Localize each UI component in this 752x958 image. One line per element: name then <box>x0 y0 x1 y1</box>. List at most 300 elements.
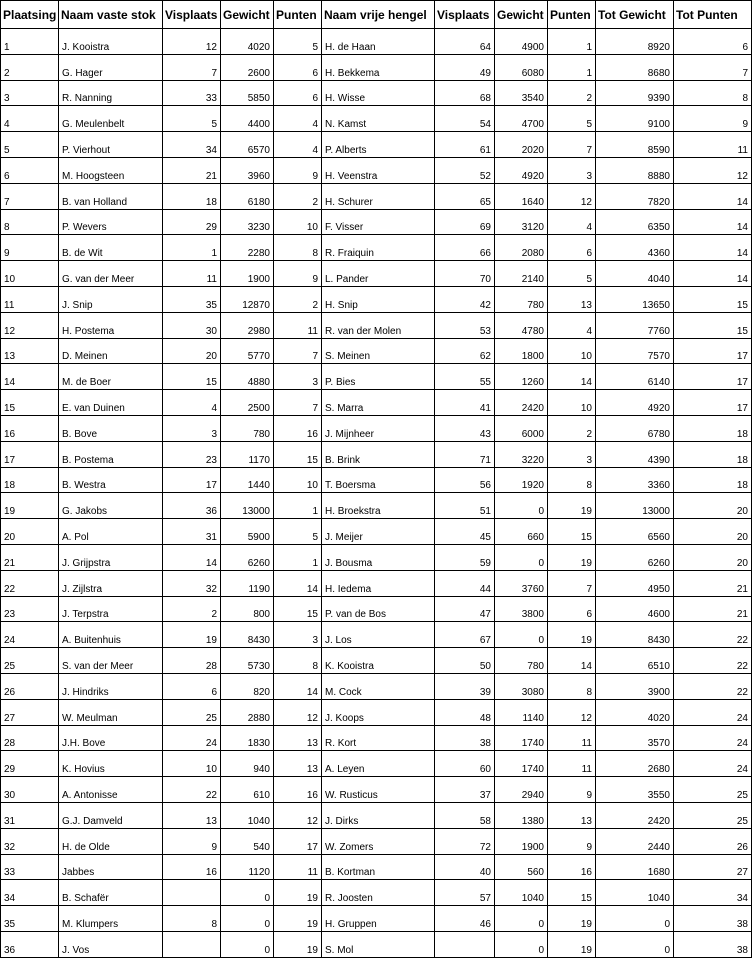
cell-tot-punten: 17 <box>674 390 752 416</box>
cell-plaatsing: 20 <box>1 519 59 545</box>
cell-punten-vrije: 15 <box>548 519 596 545</box>
cell-naam-vrije-hengel: P. van de Bos <box>322 596 435 622</box>
cell-gewicht-vaste: 1190 <box>221 570 274 596</box>
cell-visplaats-vrije: 66 <box>435 235 495 261</box>
cell-tot-punten: 8 <box>674 80 752 106</box>
table-row <box>1 390 752 416</box>
cell-plaatsing: 8 <box>1 209 59 235</box>
cell-punten-vrije: 7 <box>548 132 596 158</box>
cell-visplaats-vrije: 49 <box>435 54 495 80</box>
cell-punten-vaste: 17 <box>274 828 322 854</box>
cell-tot-punten: 25 <box>674 777 752 803</box>
cell-punten-vaste: 7 <box>274 390 322 416</box>
cell-tot-gewicht: 8430 <box>596 622 674 648</box>
cell-naam-vaste-stok: J. Zijlstra <box>59 570 163 596</box>
cell-tot-punten: 22 <box>674 622 752 648</box>
cell-gewicht-vaste: 1830 <box>221 725 274 751</box>
cell-tot-gewicht: 8920 <box>596 29 674 55</box>
cell-punten-vrije: 1 <box>548 54 596 80</box>
cell-punten-vrije: 13 <box>548 286 596 312</box>
header-gewicht-vaste: Gewicht <box>221 1 274 29</box>
table-row <box>1 132 752 158</box>
cell-punten-vrije: 1 <box>548 29 596 55</box>
cell-punten-vaste: 13 <box>274 751 322 777</box>
cell-gewicht-vrije: 1040 <box>495 880 548 906</box>
cell-visplaats-vrije: 54 <box>435 106 495 132</box>
cell-gewicht-vaste: 800 <box>221 596 274 622</box>
cell-naam-vaste-stok: S. van der Meer <box>59 648 163 674</box>
cell-tot-gewicht: 3900 <box>596 673 674 699</box>
cell-naam-vrije-hengel: H. Bekkema <box>322 54 435 80</box>
cell-tot-punten: 38 <box>674 931 752 957</box>
cell-tot-gewicht: 1040 <box>596 880 674 906</box>
cell-punten-vaste: 19 <box>274 931 322 957</box>
cell-gewicht-vaste: 940 <box>221 751 274 777</box>
cell-gewicht-vaste: 1120 <box>221 854 274 880</box>
table-row <box>1 906 752 932</box>
cell-gewicht-vaste: 610 <box>221 777 274 803</box>
cell-visplaats-vrije: 56 <box>435 467 495 493</box>
cell-naam-vrije-hengel: H. Broekstra <box>322 493 435 519</box>
cell-visplaats-vrije: 52 <box>435 157 495 183</box>
cell-punten-vrije: 3 <box>548 441 596 467</box>
cell-gewicht-vaste: 5900 <box>221 519 274 545</box>
cell-visplaats-vaste: 25 <box>163 699 221 725</box>
cell-visplaats-vaste: 31 <box>163 519 221 545</box>
cell-gewicht-vrije: 1740 <box>495 725 548 751</box>
cell-visplaats-vrije: 45 <box>435 519 495 545</box>
cell-gewicht-vrije: 3120 <box>495 209 548 235</box>
cell-tot-punten: 15 <box>674 312 752 338</box>
cell-gewicht-vaste: 5770 <box>221 338 274 364</box>
cell-visplaats-vrije: 62 <box>435 338 495 364</box>
cell-tot-punten: 21 <box>674 596 752 622</box>
cell-visplaats-vaste: 11 <box>163 261 221 287</box>
cell-punten-vrije: 9 <box>548 777 596 803</box>
cell-punten-vrije: 4 <box>548 312 596 338</box>
cell-punten-vaste: 15 <box>274 441 322 467</box>
table-row <box>1 157 752 183</box>
cell-tot-punten: 14 <box>674 183 752 209</box>
table-row <box>1 802 752 828</box>
cell-visplaats-vrije: 55 <box>435 364 495 390</box>
cell-visplaats-vaste: 7 <box>163 54 221 80</box>
table-row <box>1 29 752 55</box>
cell-punten-vrije: 8 <box>548 467 596 493</box>
cell-gewicht-vaste: 5850 <box>221 80 274 106</box>
cell-visplaats-vaste: 14 <box>163 544 221 570</box>
cell-naam-vaste-stok: A. Pol <box>59 519 163 545</box>
cell-naam-vaste-stok: K. Hovius <box>59 751 163 777</box>
cell-gewicht-vrije: 3540 <box>495 80 548 106</box>
cell-gewicht-vaste: 8430 <box>221 622 274 648</box>
cell-visplaats-vrije: 59 <box>435 544 495 570</box>
cell-gewicht-vaste: 4020 <box>221 29 274 55</box>
cell-naam-vrije-hengel: H. Iedema <box>322 570 435 596</box>
cell-gewicht-vaste: 6570 <box>221 132 274 158</box>
cell-visplaats-vaste: 36 <box>163 493 221 519</box>
cell-naam-vaste-stok: P. Wevers <box>59 209 163 235</box>
cell-punten-vaste: 7 <box>274 338 322 364</box>
header-tot-gewicht: Tot Gewicht <box>596 1 674 29</box>
cell-naam-vaste-stok: R. Nanning <box>59 80 163 106</box>
cell-gewicht-vrije: 1740 <box>495 751 548 777</box>
cell-visplaats-vaste: 33 <box>163 80 221 106</box>
cell-punten-vrije: 5 <box>548 106 596 132</box>
cell-gewicht-vrije: 1800 <box>495 338 548 364</box>
table-row <box>1 364 752 390</box>
cell-tot-punten: 17 <box>674 364 752 390</box>
cell-gewicht-vrije: 3080 <box>495 673 548 699</box>
cell-tot-gewicht: 13000 <box>596 493 674 519</box>
cell-punten-vrije: 12 <box>548 699 596 725</box>
cell-gewicht-vrije: 1900 <box>495 828 548 854</box>
cell-tot-punten: 27 <box>674 854 752 880</box>
cell-plaatsing: 21 <box>1 544 59 570</box>
cell-naam-vrije-hengel: S. Meinen <box>322 338 435 364</box>
cell-punten-vaste: 16 <box>274 415 322 441</box>
cell-visplaats-vaste: 13 <box>163 802 221 828</box>
cell-naam-vaste-stok: E. van Duinen <box>59 390 163 416</box>
cell-visplaats-vrije: 37 <box>435 777 495 803</box>
cell-gewicht-vrije: 4700 <box>495 106 548 132</box>
cell-tot-punten: 22 <box>674 648 752 674</box>
cell-tot-gewicht: 2420 <box>596 802 674 828</box>
cell-visplaats-vrije: 50 <box>435 648 495 674</box>
cell-visplaats-vaste: 21 <box>163 157 221 183</box>
cell-tot-punten: 24 <box>674 699 752 725</box>
cell-visplaats-vaste: 15 <box>163 364 221 390</box>
cell-gewicht-vaste: 2500 <box>221 390 274 416</box>
cell-visplaats-vrije: 70 <box>435 261 495 287</box>
cell-tot-gewicht: 3360 <box>596 467 674 493</box>
table-row <box>1 751 752 777</box>
cell-plaatsing: 18 <box>1 467 59 493</box>
header-naam-vrije-hengel: Naam vrije hengel <box>322 1 435 29</box>
cell-punten-vaste: 11 <box>274 854 322 880</box>
cell-punten-vaste: 5 <box>274 29 322 55</box>
cell-tot-punten: 12 <box>674 157 752 183</box>
cell-tot-gewicht: 6560 <box>596 519 674 545</box>
cell-gewicht-vrije: 6080 <box>495 54 548 80</box>
cell-punten-vrije: 15 <box>548 880 596 906</box>
cell-naam-vrije-hengel: B. Brink <box>322 441 435 467</box>
cell-punten-vaste: 5 <box>274 519 322 545</box>
cell-punten-vrije: 8 <box>548 673 596 699</box>
cell-tot-punten: 6 <box>674 29 752 55</box>
cell-punten-vrije: 6 <box>548 596 596 622</box>
table-row <box>1 648 752 674</box>
cell-visplaats-vaste: 8 <box>163 906 221 932</box>
cell-naam-vaste-stok: J.H. Bove <box>59 725 163 751</box>
cell-punten-vrije: 3 <box>548 157 596 183</box>
cell-tot-gewicht: 13650 <box>596 286 674 312</box>
cell-punten-vrije: 19 <box>548 493 596 519</box>
cell-visplaats-vaste: 30 <box>163 312 221 338</box>
cell-punten-vaste: 12 <box>274 699 322 725</box>
cell-visplaats-vrije: 48 <box>435 699 495 725</box>
cell-tot-gewicht: 1680 <box>596 854 674 880</box>
cell-plaatsing: 3 <box>1 80 59 106</box>
cell-tot-punten: 11 <box>674 132 752 158</box>
cell-naam-vrije-hengel: F. Visser <box>322 209 435 235</box>
cell-naam-vaste-stok: B. van Holland <box>59 183 163 209</box>
cell-visplaats-vaste: 2 <box>163 596 221 622</box>
cell-gewicht-vrije: 4900 <box>495 29 548 55</box>
table-row <box>1 544 752 570</box>
cell-plaatsing: 32 <box>1 828 59 854</box>
cell-plaatsing: 23 <box>1 596 59 622</box>
cell-naam-vaste-stok: J. Kooistra <box>59 29 163 55</box>
cell-tot-gewicht: 0 <box>596 906 674 932</box>
table-row <box>1 519 752 545</box>
table-row <box>1 880 752 906</box>
cell-plaatsing: 30 <box>1 777 59 803</box>
cell-plaatsing: 11 <box>1 286 59 312</box>
cell-tot-punten: 18 <box>674 415 752 441</box>
cell-visplaats-vrije: 39 <box>435 673 495 699</box>
cell-plaatsing: 35 <box>1 906 59 932</box>
table-row <box>1 106 752 132</box>
cell-plaatsing: 10 <box>1 261 59 287</box>
cell-plaatsing: 7 <box>1 183 59 209</box>
cell-gewicht-vrije: 780 <box>495 648 548 674</box>
cell-plaatsing: 6 <box>1 157 59 183</box>
cell-visplaats-vaste: 24 <box>163 725 221 751</box>
cell-tot-punten: 34 <box>674 880 752 906</box>
cell-tot-punten: 26 <box>674 828 752 854</box>
cell-punten-vaste: 12 <box>274 802 322 828</box>
cell-naam-vrije-hengel: S. Mol <box>322 931 435 957</box>
cell-naam-vrije-hengel: M. Cock <box>322 673 435 699</box>
cell-visplaats-vaste: 22 <box>163 777 221 803</box>
cell-gewicht-vrije: 3760 <box>495 570 548 596</box>
cell-visplaats-vaste: 23 <box>163 441 221 467</box>
cell-plaatsing: 12 <box>1 312 59 338</box>
cell-gewicht-vrije: 6000 <box>495 415 548 441</box>
cell-punten-vaste: 8 <box>274 235 322 261</box>
cell-visplaats-vrije: 47 <box>435 596 495 622</box>
cell-naam-vaste-stok: J. Terpstra <box>59 596 163 622</box>
cell-punten-vrije: 19 <box>548 906 596 932</box>
cell-tot-punten: 14 <box>674 209 752 235</box>
cell-plaatsing: 14 <box>1 364 59 390</box>
cell-visplaats-vrije: 43 <box>435 415 495 441</box>
cell-naam-vrije-hengel: J. Koops <box>322 699 435 725</box>
table-row <box>1 493 752 519</box>
table-row <box>1 854 752 880</box>
cell-naam-vrije-hengel: R. van der Molen <box>322 312 435 338</box>
cell-plaatsing: 25 <box>1 648 59 674</box>
cell-plaatsing: 5 <box>1 132 59 158</box>
cell-punten-vaste: 8 <box>274 648 322 674</box>
cell-naam-vaste-stok: J. Vos <box>59 931 163 957</box>
cell-naam-vrije-hengel: R. Kort <box>322 725 435 751</box>
cell-naam-vrije-hengel: H. Gruppen <box>322 906 435 932</box>
cell-punten-vrije: 2 <box>548 415 596 441</box>
cell-naam-vaste-stok: A. Buitenhuis <box>59 622 163 648</box>
header-plaatsing: Plaatsing <box>1 1 59 29</box>
cell-tot-punten: 20 <box>674 519 752 545</box>
cell-gewicht-vaste: 12870 <box>221 286 274 312</box>
cell-visplaats-vrije: 68 <box>435 80 495 106</box>
header-tot-punten: Tot Punten <box>674 1 752 29</box>
header-punten-vaste: Punten <box>274 1 322 29</box>
cell-punten-vaste: 3 <box>274 364 322 390</box>
table-row <box>1 54 752 80</box>
cell-gewicht-vrije: 2020 <box>495 132 548 158</box>
cell-visplaats-vaste: 32 <box>163 570 221 596</box>
cell-gewicht-vrije: 0 <box>495 544 548 570</box>
cell-tot-gewicht: 8590 <box>596 132 674 158</box>
cell-tot-punten: 17 <box>674 338 752 364</box>
cell-visplaats-vrije: 41 <box>435 390 495 416</box>
cell-tot-gewicht: 6260 <box>596 544 674 570</box>
cell-tot-punten: 18 <box>674 441 752 467</box>
cell-visplaats-vrije: 69 <box>435 209 495 235</box>
cell-naam-vrije-hengel: N. Kamst <box>322 106 435 132</box>
table-row <box>1 235 752 261</box>
cell-gewicht-vrije: 1260 <box>495 364 548 390</box>
cell-tot-gewicht: 4390 <box>596 441 674 467</box>
cell-punten-vrije: 11 <box>548 725 596 751</box>
cell-tot-gewicht: 4360 <box>596 235 674 261</box>
cell-punten-vrije: 19 <box>548 622 596 648</box>
cell-visplaats-vaste: 20 <box>163 338 221 364</box>
cell-punten-vaste: 19 <box>274 880 322 906</box>
cell-naam-vrije-hengel: H. de Haan <box>322 29 435 55</box>
cell-visplaats-vrije: 42 <box>435 286 495 312</box>
cell-gewicht-vaste: 2600 <box>221 54 274 80</box>
cell-visplaats-vrije: 44 <box>435 570 495 596</box>
cell-gewicht-vaste: 1040 <box>221 802 274 828</box>
cell-plaatsing: 26 <box>1 673 59 699</box>
cell-naam-vaste-stok: M. Klumpers <box>59 906 163 932</box>
cell-gewicht-vrije: 0 <box>495 493 548 519</box>
cell-naam-vaste-stok: A. Antonisse <box>59 777 163 803</box>
table-row <box>1 261 752 287</box>
cell-tot-gewicht: 2440 <box>596 828 674 854</box>
cell-gewicht-vaste: 3960 <box>221 157 274 183</box>
cell-tot-gewicht: 4920 <box>596 390 674 416</box>
cell-naam-vrije-hengel: L. Pander <box>322 261 435 287</box>
cell-plaatsing: 9 <box>1 235 59 261</box>
cell-visplaats-vaste: 6 <box>163 673 221 699</box>
cell-punten-vrije: 10 <box>548 338 596 364</box>
cell-visplaats-vaste: 34 <box>163 132 221 158</box>
cell-visplaats-vrije: 61 <box>435 132 495 158</box>
cell-punten-vaste: 15 <box>274 596 322 622</box>
cell-naam-vrije-hengel: J. Los <box>322 622 435 648</box>
cell-visplaats-vaste <box>163 880 221 906</box>
cell-naam-vaste-stok: M. de Boer <box>59 364 163 390</box>
cell-tot-punten: 20 <box>674 493 752 519</box>
cell-tot-punten: 18 <box>674 467 752 493</box>
cell-gewicht-vrije: 3800 <box>495 596 548 622</box>
cell-plaatsing: 22 <box>1 570 59 596</box>
cell-naam-vaste-stok: J. Grijpstra <box>59 544 163 570</box>
cell-visplaats-vrije: 64 <box>435 29 495 55</box>
cell-gewicht-vaste: 540 <box>221 828 274 854</box>
cell-naam-vaste-stok: B. Schafër <box>59 880 163 906</box>
cell-naam-vrije-hengel: H. Schurer <box>322 183 435 209</box>
cell-punten-vaste: 2 <box>274 286 322 312</box>
cell-plaatsing: 36 <box>1 931 59 957</box>
table-row <box>1 931 752 957</box>
cell-naam-vaste-stok: G. Hager <box>59 54 163 80</box>
cell-tot-punten: 20 <box>674 544 752 570</box>
table-row <box>1 80 752 106</box>
cell-naam-vrije-hengel: W. Rusticus <box>322 777 435 803</box>
cell-plaatsing: 27 <box>1 699 59 725</box>
cell-gewicht-vaste: 1900 <box>221 261 274 287</box>
cell-visplaats-vrije <box>435 931 495 957</box>
cell-tot-gewicht: 3550 <box>596 777 674 803</box>
cell-punten-vrije: 2 <box>548 80 596 106</box>
cell-tot-gewicht: 2680 <box>596 751 674 777</box>
cell-naam-vrije-hengel: A. Leyen <box>322 751 435 777</box>
cell-gewicht-vaste: 1170 <box>221 441 274 467</box>
cell-naam-vrije-hengel: H. Wisse <box>322 80 435 106</box>
cell-punten-vaste: 3 <box>274 622 322 648</box>
cell-visplaats-vrije: 51 <box>435 493 495 519</box>
cell-visplaats-vrije: 71 <box>435 441 495 467</box>
cell-naam-vrije-hengel: K. Kooistra <box>322 648 435 674</box>
cell-naam-vaste-stok: P. Vierhout <box>59 132 163 158</box>
cell-gewicht-vaste: 5730 <box>221 648 274 674</box>
cell-naam-vaste-stok: J. Snip <box>59 286 163 312</box>
cell-visplaats-vaste: 12 <box>163 29 221 55</box>
cell-naam-vrije-hengel: P. Bies <box>322 364 435 390</box>
cell-plaatsing: 15 <box>1 390 59 416</box>
cell-tot-punten: 15 <box>674 286 752 312</box>
cell-punten-vrije: 13 <box>548 802 596 828</box>
cell-punten-vaste: 16 <box>274 777 322 803</box>
cell-tot-punten: 14 <box>674 235 752 261</box>
cell-plaatsing: 28 <box>1 725 59 751</box>
cell-visplaats-vaste: 35 <box>163 286 221 312</box>
cell-punten-vaste: 6 <box>274 54 322 80</box>
cell-gewicht-vrije: 3220 <box>495 441 548 467</box>
cell-visplaats-vrije: 67 <box>435 622 495 648</box>
table-row <box>1 467 752 493</box>
cell-naam-vrije-hengel: H. Snip <box>322 286 435 312</box>
cell-gewicht-vrije: 1140 <box>495 699 548 725</box>
cell-gewicht-vrije: 780 <box>495 286 548 312</box>
cell-naam-vrije-hengel: H. Veenstra <box>322 157 435 183</box>
cell-tot-gewicht: 3570 <box>596 725 674 751</box>
cell-naam-vrije-hengel: B. Kortman <box>322 854 435 880</box>
cell-punten-vaste: 14 <box>274 673 322 699</box>
cell-naam-vaste-stok: Jabbes <box>59 854 163 880</box>
header-naam-vaste-stok: Naam vaste stok <box>59 1 163 29</box>
table-row <box>1 286 752 312</box>
cell-gewicht-vaste: 0 <box>221 931 274 957</box>
cell-plaatsing: 16 <box>1 415 59 441</box>
cell-punten-vaste: 10 <box>274 209 322 235</box>
cell-tot-gewicht: 8680 <box>596 54 674 80</box>
table-row <box>1 312 752 338</box>
cell-visplaats-vaste: 28 <box>163 648 221 674</box>
cell-gewicht-vaste: 0 <box>221 880 274 906</box>
cell-tot-punten: 14 <box>674 261 752 287</box>
cell-visplaats-vrije: 58 <box>435 802 495 828</box>
cell-gewicht-vrije: 2940 <box>495 777 548 803</box>
cell-naam-vrije-hengel: W. Zomers <box>322 828 435 854</box>
cell-punten-vrije: 4 <box>548 209 596 235</box>
cell-naam-vrije-hengel: J. Meijer <box>322 519 435 545</box>
cell-gewicht-vaste: 1440 <box>221 467 274 493</box>
